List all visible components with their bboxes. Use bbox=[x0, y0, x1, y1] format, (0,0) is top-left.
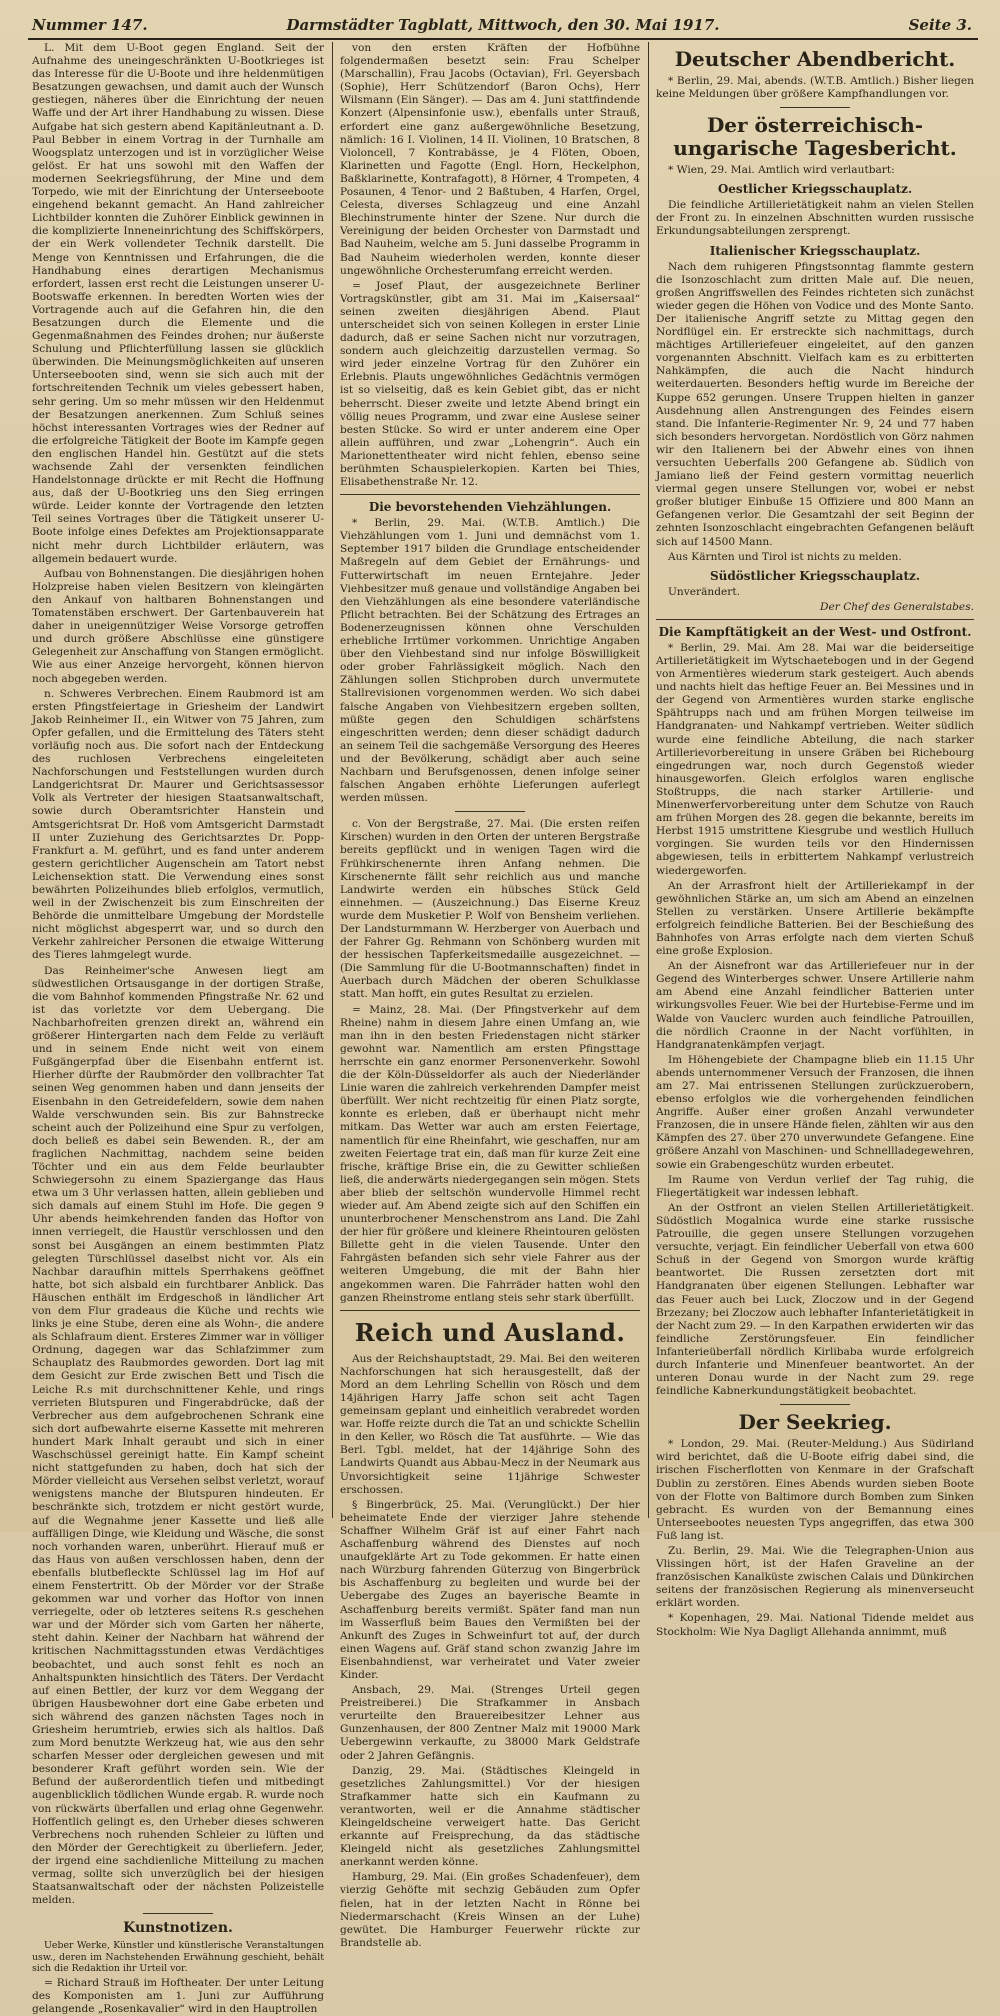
column-2 bbox=[340, 42, 640, 1949]
article-suedoestlich: Unverändert. bbox=[668, 585, 740, 598]
divider bbox=[340, 1310, 640, 1311]
article-u-boot: L. Mit dem U-Boot gegen England. Seit der Aufnahme des uneingeschränkten U-Bootkrieges ist das Interesse für die U-Boote und ihre heldenmütigen Besatzungen gewachsen, und damit auch der Wunsch gestiegen, näheres über die Einrichtung der neuen Waffe und der Art ihrer Handhabung zu wissen. Diese Aufgabe hat sich gestern abend Kapitänleutnant a. D. Paul Bebber in einem Vortrag in der Turnhalle am Woogsplatz unterzogen und ist in vorzüglicher Weise gelöst. Er hat uns sowohl mit den Waffen der modernen Seekriegsführung, der Mine und dem Torpedo, wie mit der Einrichtung der Unterseeboote eingehend bekannt gemacht. An Hand zahlreicher Lichtbilder konnten die Zuhörer Einblick gewinnen in die komplizierte Inneneinrichtung des Schiffskörpers, der ein Werk vollendeter Technik darstellt. Die Menge von Kenntnissen und Erfahrungen, die die Handhabung eines derartigen Mechanismus erfordert, lassen erst recht die Leistungen unserer U-Bootswaffe erkennen. In beredten Worten wies der Vortragende auch auf die Gefahren hin, die den Besatzungen durch die Elemente und die Gegenmaßnahmen des Feindes drohen; nur äußerste Schulung und Pflichterfüllung lassen sie glücklich überwinden. Die Meinungsmöglichkeiten auf unseren Unterseebooten sind, wenn sie sich auch mit der fortschreitenden Technik um vieles gebessert haben, sehr gering. Um so mehr müssen wir den Heldenmut der Besatzungen anerkennen. Zum Schluß seines höchst interessanten Vortrages wies der Redner auf die erfolgreiche Tätigkeit der Boote im Kampfe gegen den englischen Handel hin. Gestützt auf die stets wachsende Zahl der versenkten feindlichen Handelstonnage drückte er mit Recht die Hoffnung aus, daß der U-Bootkrieg uns den Sieg erringen würde. Leider konnte der Vortragende den letzten Teil seines Vortrages über die Tätigkeit unserer U-Boote infolge eines Defektes am Projektionsapparate nicht mehr durch Lichtbilder erläutern, was allgemein bedauert wurde. bbox=[32, 42, 324, 565]
subheading-oestlich: Oestlicher Kriegsschauplatz. bbox=[717, 182, 913, 197]
heading-seekrieg: Der Seekrieg. bbox=[738, 1410, 892, 1435]
article-bingerbrueck: § Bingerbrück, 25. Mai. (Verunglückt.) Der hier beheimatete Ende der vierziger Jahre stehende Schaffner Wilhelm Gräf ist auf einer Fahrt nach Aschaffenburg während des Dienstes auf noch unaufgeklärte Art zu Tode gekommen. Er hatte einen nach Würzburg fahrenden Güterzug von Bingerbrück bis Aschaffenburg zu begleiten und wurde bei der Uebergabe des Zuges an bayerische Beamte in Aschaffenburg bereits vermißt. Später fand man nun im Wasserfluß beim Baues den Vermißten bei der Ankunft des Zuges in Schweinfurt tot auf, der durch einen Wagens auf. Gräf stand schon zwanzig Jahre im Eisenbahndienst, war verheiratet und Vater zweier Kinder. bbox=[340, 1498, 640, 1681]
article-mainz: = Mainz, 28. Mai. (Der Pfingstverkehr auf dem Rheine) nahm in diesem Jahre einen Umfang an, wie man ihn in den besten Friedenstagen nicht stärker gewohnt war. Namentlich am ersten Pfingsttage herrschte ein ganz enormer Personenverkehr. Sowohl die der Köln-Düsseldorfer als auch der Niederländer Linie waren die zahlreich verkehrenden Dampfer meist überfüllt. Wer nicht rechtzeitig für einen Platz sorgte, konnte es erleben, daß er überhaupt nicht mehr mitkam. Das Wetter war auch am ersten Feiertage, namentlich für eine Rheinfahrt, wie geschaffen, nur am zweiten Feiertage trat ein, daß man für kurze Zeit eine frische, kräftige Brise ein, die zu Gewitter schließen ließ, die anderwärts niedergegangen sein mögen. Stets aber blieb der seltschön wundervolle Himmel recht wieder auf. Am Abend zeigte sich auf den Schiffen ein ununterbrochener Menschenstrom ans Land. Die Zahl der hier für größere und kleinere Rheintouren gelösten Billette geht in die vielen Tausende. Unter den Fahrgästen befanden sich sehr viele Fahrer aus der weiteren Umgebung, die mit der Bahn hier angekommen waren. Die Fahrräder hatten wohl den ganzen Rheinstrome entlang steis sehr stark überfüllt. bbox=[340, 1003, 640, 1304]
heading-oesterreich-bericht: Der österreichisch-ungarische Tagesbericht. bbox=[673, 113, 957, 161]
article-danzig: Danzig, 29. Mai. (Städtisches Kleingeld in gesetzliches Zahlungsmittel.) Vor der hiesigen Strafkammer hatte sich ein Kaufmann zu verantworten, weil er die Annahme städtischer Kleingeldscheine verweigert hatte. Das Gericht erkannte auf Freisprechung, da das städtische Kleingeld nicht als gesetzliches Zahlungsmittel anerkannt werden könne. bbox=[340, 1764, 640, 1869]
issue-number: Nummer 147. bbox=[32, 16, 148, 34]
subheading-italienisch: Italienischer Kriegsschauplatz. bbox=[709, 243, 921, 258]
divider bbox=[455, 811, 525, 812]
article-strauss: = Richard Strauß im Hoftheater. Der unter Leitung des Komponisten am 1. Juni zur Aufführung gelangende „Rosenkavalier“ wird in den Hauptrollen bbox=[32, 1976, 324, 2015]
divider bbox=[656, 619, 974, 620]
article-ansbach: Ansbach, 29. Mai. (Strenges Urteil gegen Preistreiberei.) Die Strafkammer in Ansbach verurteilte den Brauereibesitzer Lehner aus Gunzenhausen, der 800 Zentner Malz mit 19000 Mark Uebergewinn verkaufte, zu 38000 Mark Geldstrafe oder 2 Jahren Gefängnis. bbox=[340, 1684, 640, 1762]
article-kopenhagen: * Kopenhagen, 29. Mai. National Tidende meldet aus Stockholm: Wie Nya Dagligt Allehanda annimmt, muß bbox=[656, 1612, 974, 1638]
heading-abendbericht: Deutscher Abendbericht. bbox=[674, 47, 956, 71]
article-aisne: An der Aisnefront war das Artilleriefeuer nur in der Gegend des Winterberges schwer. Unsere Artillerie nahm am Abend eine Anzahl feindlicher Batterien unter wirkungsvolles Feuer. Wie bei der Hurtebise-Ferme und im Walde von Vauclerc wurden auch feindliche Patrouillen, die nördlich Craonne in der Nacht vorfühlten, in Handgranatenkämpfen verjagt. bbox=[656, 960, 974, 1051]
subheading-suedoestlich: Südöstlicher Kriegsschauplatz. bbox=[709, 568, 920, 583]
column-rule-1 bbox=[332, 42, 333, 1518]
column-rule-2 bbox=[648, 42, 649, 1518]
divider bbox=[780, 107, 850, 108]
kunst-disclaimer: Ueber Werke, Künstler und künstlerische Veranstaltungen usw., deren im Nachstehenden Erwähnung geschieht, behält sich die Redaktion ihr Urteil vor. bbox=[32, 1940, 324, 1975]
article-oestlich: Die feindliche Artillerietätigkeit nahm an vielen Stellen der Front zu. In einzelnen Abschnitten wurden russische Erkundungsabteilungen zersprengt. bbox=[656, 199, 974, 238]
article-bohnenstangen: Aufbau von Bohnenstangen. Die diesjährigen hohen Holzpreise haben vielen Besitzern von kleingärten den Ankauf von haltbaren Bohnenstangen und Tomatenstäben erschwert. Der Gartenbauverein hat daher in uneigennütziger Weise Vorsorge getroffen und durch größere Abschlüsse eine günstigere Gelegenheit zur Anschaffung von Stangen ermöglicht. Wie aus einer Anzeige hervorgeht, können hiervon noch abgegeben werden. bbox=[32, 567, 324, 685]
article-verdun: Im Raume von Verdun verlief der Tag ruhig, die Fliegertätigkeit war indessen lebhaft. bbox=[656, 1173, 974, 1199]
article-london: * London, 29. Mai. (Reuter-Meldung.) Aus Südirland wird berichtet, daß die U-Boote eifrig dabei sind, die irischen Fischerflotten von Kenmare in der Grafschaft Dublin zu zerstören. Eines Abends wurden sieben Boote von der Flotte von Baltimore durch Bomben zum Sinken gebracht. Es wurden von der Bemannung eines Unterseebootes neuesten Typs angegriffen, das etwa 300 Fuß lang ist. bbox=[656, 1438, 974, 1542]
article-wien: * Wien, 29. Mai. Amtlich wird verlautbart: bbox=[668, 164, 895, 177]
heading-kunstnotizen: Kunstnotizen. bbox=[123, 1920, 233, 1937]
newspaper-title: Darmstädter Tagblatt, Mittwoch, den 30. Mai 1917. bbox=[286, 16, 720, 34]
article-hamburg: Hamburg, 29. Mai. (Ein großes Schadenfeuer), dem vierzig Gehöfte mit sechzig Gebäuden zum Opfer fielen, hat in der letzten Nacht in Rönne bei Niedermarschacht (Kreis Winsen an der Luhe) gewütet. Die Hamburger Feuerwehr rückte zur Brandstelle ab. bbox=[340, 1871, 640, 1949]
article-champagne: Im Höhengebiete der Champagne blieb ein 11.15 Uhr abends unternommener Versuch der Franzosen, die ihnen am 27. Mai entrissenen Stellungen zurückzuerobern, ebenso erfolglos wie die vorhergehenden feindlichen Angriffe. Außer einer großen Anzahl verwundeter Franzosen, die in unsere Hände fielen, zählten wir aus den Kämpfen des 27. über 270 unverwundete Gefangene. Eine größere Anzahl von Maschinen- und Schnellladegewehren, sowie ein Grabengeschütz wurden erbeutet. bbox=[656, 1053, 974, 1171]
article-ostfront: An der Ostfront an vielen Stellen Artillerietätigkeit. Südöstlich Mogalnica wurde eine starke russische Patrouille, die gegen unsere Stellungen vorzugehen versuchte, verjagt. Ein feindlicher Ueberfall von etwa 600 Schuß in der Gegend von Smorgon wurde kräftig beantwortet. Die Russen zersetzten dort mit Handgranaten über eigenen Stellungen. Lebhafter war das Feuer auch bei Luck, Zloczow und in der Gegend Brzezany; bei Zloczow auch lebhafter Infanterietätigkeit in der Nacht zum 29. — In den Karpathen erwiderten wir das feindliche Zerstörungsfeuer. Ein feindlicher Infanterieüberfall nördlich Kirlibaba wurde erfolgreich durch Infanterie und Minenfeuer beantwortet. An der unteren Donau wurde in der Nacht zum 29. rege feindliche Kabnerkundungstätigkeit beobachtet. bbox=[656, 1201, 974, 1398]
signature: Der Chef des Generalstabes. bbox=[820, 600, 974, 613]
article-arras: An der Arrasfront hielt der Artilleriekampf in der gewöhnlichen Stärke an, um sich am Abend an einzelnen Stellen zu verstärken. Unsere Artillerie bekämpfte erfolgreich feindliche Batterien. Bei der Beschießung des Bahnhofes von Arras erfolgte nach dem vierten Schuß eine große Explosion. bbox=[656, 879, 974, 958]
article-abendbericht: * Berlin, 29. Mai, abends. (W.T.B. Amtlich.) Bisher liegen keine Meldungen über größere Kampfhandlungen vor. bbox=[656, 75, 974, 101]
column-3 bbox=[656, 42, 974, 1638]
article-verbrechen: n. Schweres Verbrechen. Einem Raubmord ist am ersten Pfingstfeiertage in Griesheim der Landwirt Jakob Reinheimer II., ein Witwer von 75 Jahren, zum Opfer gefallen, und die Ermittelung des Täters steht vorläufig noch aus. Die sofort nach der Entdeckung des ruchlosen Verbrechens eingeleiteten Nachforschungen und Feststellungen wurden durch Landgerichtsrat Dr. Maurer und Gerichtsassessor Volk als Vertreter der hiesigen Staatsanwaltschaft, sowie durch Oberamtsrichter Hanstein und Amtsgerichtsrat Dr. Hoß vom Amtsgericht Darmstadt II unter Zuziehung des Gerichtsarztes Dr. Popp-Frankfurt a. M. geführt, und es fand unter anderem gestern gerichtlicher Augenschein am Tatort nebst Leichensektion statt. Die Verwendung eines sonst bewährten Polizeihundes blieb erfolglos, vermutlich, weil in der Zwischenzeit bis zum Einschreiten der Behörde die unmittelbare Umgebung der Mordstelle nicht möglichst abgesperrt war, und so durch den Verkehr zahlreicher Personen die etwaige Witterung des Tieres lahmgelegt wurde. bbox=[32, 687, 324, 962]
article-vlissingen: Zu. Berlin, 29. Mai. Wie die Telegraphen-Union aus Vlissingen hört, ist der Hafen Graveline an der französischen Kanalküste zwischen Calais und Dünkirchen seitens der französischen Regierung als minenverseucht erklärt worden. bbox=[656, 1545, 974, 1610]
article-kaernten: Aus Kärnten und Tirol ist nichts zu melden. bbox=[668, 550, 902, 563]
masthead bbox=[28, 6, 978, 40]
article-viehzaehlungen: * Berlin, 29. Mai. (W.T.B. Amtlich.) Die Viehzählungen vom 1. Juni und demnächst vom 1. September 1917 bilden die Grundlage entscheidender Maßregeln auf dem Gebiet der Ernährungs- und Futterwirtschaft im neuen Erntejahre. Jeder Viehbesitzer muß genaue und vollständige Angaben bei den Viehzählungen als eine besondere vaterländische Pflicht betrachten. Bei der Schätzung des Ertrages an Bodenerzeugnissen können ohne Verschulden erhebliche Irrtümer vorkommen. Unrichtige Angaben über den Viehbestand sind nur infolge Böswilligkeit oder grober Fahrlässigkeit möglich. Nach den Zählungen sollen Stichproben durch unvermutete Stallrevisionen vorgenommen werden. Wo sich dabei falsche Angaben von Viehbesitzern ergeben sollten, müßte gegen den Schuldigen schärfstens eingeschritten werden; denn dieser schädigt dadurch an seinem Teil die sachgemäße Versorgung des Heeres und der Bevölkerung, schädigt aber auch seine Nachbarn und Berufsgenossen, denen infolge seiner falschen Angaben erhöhte Lieferungen auferlegt werden müssen. bbox=[340, 517, 640, 805]
column-1 bbox=[32, 42, 324, 2015]
divider bbox=[340, 494, 640, 495]
article-bergstrasse: c. Von der Bergstraße, 27. Mai. (Die ersten reifen Kirschen) wurden in den Orten der unteren Bergstraße bereits gepflückt und in wenigen Tagen wird die Frühkirschenernte ihren Anfang nehmen. Die Kirschenernte fällt sehr reichlich aus und manche Landwirte werden ein hübsches Stück Geld einnehmen. — (Auszeichnung.) Das Eiserne Kreuz wurde dem Musketier P. Wolf von Bensheim verliehen. Der Landsturmmann W. Herzberger von Auerbach und der Fahrer Gg. Rehmann von Schönberg wurden mit der hessischen Tapferkeitsmedaille ausgezeichnet. — (Die Sammlung für die U-Bootmannschaften) findet in Auerbach durch Mädchen der oberen Schulklasse statt. Man hofft, ein gutes Resultat zu erzielen. bbox=[340, 818, 640, 1001]
page-number: Seite 3. bbox=[908, 16, 972, 34]
article-strauss-cont: von den ersten Kräften der Hofbühne folgendermaßen besetzt sein: Frau Schelper (Marschallin), Frau Jacobs (Octavian), Frl. Geyersbach (Sophie), Herr Schützendorf (Baron Ochs), Herr Wilsmann (Ein Sänger). — Das am 4. Juni stattfindende Konzert (Alpensinfonie usw.), ebenfalls unter Strauß, erfordert eine ganz außergewöhnliche Besetzung, nämlich: 16 I. Violinen, 14 II. Violinen, 10 Bratschen, 8 Violoncell, 7 Kontrabässe, je 4 Flöten, Oboen, Klarinetten und Fagotte (Engl. Horn, Heckelphon, Baßklarinette, Kontrafagott), 8 Hörner, 4 Trompeten, 4 Posaunen, 4 Tenor- und 2 Baßtuben, 4 Harfen, Orgel, Celesta, diverses Schlagzeug und eine Anzahl Blechinstrumente hinter der Szene. Nur durch die Vereinigung der beiden Orchester von Darmstadt und Bad Nauheim, welche am 5. Juni dasselbe Programm in Bad Nauheim wiederholen werden, konnte dieser ungewöhnliche Orchesterumfang erreicht werden. bbox=[340, 42, 640, 277]
heading-reich-und-ausland: Reich und Ausland. bbox=[354, 1317, 626, 1347]
article-italienisch: Nach dem ruhigeren Pfingstsonntag flammte gestern die Isonzoschlacht zum dritten Male auf. Die neuen, großen Angriffswellen des Feindes richteten sich zunächst wieder gegen die Höhen von Vodice und des Monte Santo. Der italienische Angriff setzte zu Mittag gegen den Nordflügel ein. Er erstreckte sich nachmittags, durch mächtiges Artilleriefeuer eingeleitet, auf den ganzen vorgenannten Abschnitt. Vielfach kam es zu erbitterten Nahkämpfen, die auch die Nacht hindurch weiterdauerten. Besonders heftig wurde im Bereiche der Kuppe 652 gerungen. Unsere Truppen hielten in ganzer Ausdehnung allen Anstrengungen des Feindes eisern stand. Die Infanterie-Regimenter Nr. 9, 24 und 77 haben sich besonders hervorgetan. Nordöstlich von Görz nahmen wir den Italienern bei der Abwehr eines von ihnen versuchten Ueberfalls 200 Gefangene ab. Südlich von Jamiano ließ der Feind gestern vormittag neuerlich viermal gegen unsere Stellungen vor, wobei er nebst großer blutiger Einbuße 15 Offiziere und 800 Mann an Gefangenen verlor. Die Gesamtzahl der seit Beginn der zehnten Isonzoschlacht eingebrachten Gefangenen beläuft sich auf 14500 Mann. bbox=[656, 260, 974, 548]
article-reichshauptstadt: Aus der Reichshauptstadt, 29. Mai. Bei den weiteren Nachforschungen hat sich herausgestellt, daß der Mord an dem Lehrling Schellin von Rösch und dem 14jährigen Harry Jaffe schon seit acht Tagen gemeinsam geplant und einheitlich verabredet worden war. Hoffe reizte durch die Tat an und schickte Schellin in den Keller, wo Rösch die Tat ausführte. — Wie das Berl. Tgbl. meldet, hat der 14jährige Sohn des Landwirts Quandt aus Abbau-Mecz in der Neumark aus Unvorsichtigkeit seine 11jährige Schwester erschossen. bbox=[340, 1352, 640, 1496]
heading-kampftaetigkeit: Die Kampftätigkeit an der West- und Ostfront. bbox=[658, 624, 972, 639]
article-plaut: = Josef Plaut, der ausgezeichnete Berliner Vortragskünstler, gibt am 31. Mai im „Kaisersaal“ seinen zweiten diesjährigen Abend. Plaut unterscheidet sich von seinen Kollegen in erster Linie dadurch, daß er seine Sachen nicht nur vorzutragen, sondern auch gleichzeitig darzustellen vermag. So wird jeder einzelne Vortrag für den Zuhörer ein Erlebnis. Plauts ungewöhnliches Gedächtnis vermögen ist so vielseitig, daß es kein Gebiet gibt, das er nicht beherrscht. Dieser zweite und letzte Abend bringt ein völlig neues Programm, und zwar eine Auslese seiner besten Stücke. So wird er unter anderem eine Oper allein aufführen, und zwar „Lohengrin“. Auch ein Marionettentheater wird nicht fehlen, ebenso seine berühmten Schauspielerkopien. Karten bei Thies, Elisabethenstraße Nr. 12. bbox=[340, 279, 640, 489]
divider bbox=[143, 1913, 213, 1914]
article-westfront: * Berlin, 29. Mai. Am 28. Mai war die beiderseitige Artillerietätigkeit im Wytschaetebogen und in der Gegend von Armentières wiederum stark gesteigert. Auch abends und nachts hielt das heftige Feuer an. Bei Messines und in der Gegend von Armentières wurden starke englische Spähtrupps nach und am frühen Morgen teilweise im Handgranaten- und Nahkampf vertrieben. Weiter südlich wurde eine feindliche Abteilung, die nach starker Artillerievorbereitung in unsere Gräben bei Richebourg eingedrungen war, noch durch Gegenstoß wieder hinausgeworfen. Gleich erfolglos waren englische Stoßtrupps, die nach starker Artillerie- und Minenwerfervorbereitung unter dem Schutze von Rauch am frühen Morgen des 28. gegen die bekannte, bereits im Herbst 1915 umstrittene Kiesgrube und westlich Hulluch vorgingen. Sie wurden teils vor den Hindernissen abgewiesen, teils in erbittertem Nahkampf verlustreich wiedergeworfen. bbox=[656, 641, 974, 877]
heading-viehzaehlungen: Die bevorstehenden Viehzählungen. bbox=[368, 500, 612, 515]
divider bbox=[780, 1404, 850, 1405]
article-verbrechen-cont: Das Reinheimer'sche Anwesen liegt am südwestlichen Ortsausgange in der dortigen Straße, die vom Bahnhof kommenden Pfingstraße Nr. 62 und ist das vorletzte vor dem Uebergang. Die Nachbarhofreiten grenzen direkt an, während ein größerer Hintergarten nach dem Felde zu verläuft und in seinem Ende nicht weit von einem Fußgängerpfad über die Eisenbahn entfernt ist. Hierher dürfte der Raubmörder den vollbrachter Tat seinen Weg genommen haben und dann jenseits der Eisenbahn in den Getreidefeldern, sowie dem nahen Walde verschwunden sein. Bis zur Bahnstrecke scheint auch der Polizeihund eine Spur zu verfolgen, doch beließ es dabei sein Bewenden. R., der am fraglichen Nachmittag, nachdem seine beiden Töchter und ein aus dem Felde beurlaubter Schwiegersohn zu einem Spaziergange das Haus etwa um 3 Uhr verlassen hatten, allein geblieben und sich damals auf einem Stuhl im Hofe. Die gegen 9 Uhr abends heimkehrenden fanden das Hoftor von innen verriegelt, die Haustür verschlossen und den sonst bei Ausgängen an einem bestimmten Platz gelegten Türschlüssel daselbst nicht vor. Als ein Nachbar daraufhin mittels Sperrhakens geöffnet hatte, bot sich alsbald ein furchtbarer Anblick. Das Häuschen enthält im Erdgeschoß in ländlicher Art von dem Flur gradeaus die Küche und rechts wie links je eine Stube, deren eine als Wohn-, die andere als Schlafraum dient. Ersteres Zimmer war in völliger Ordnung, dagegen war das Schlafzimmer zum Schauplatz des Raubmordes geworden. Dort lag mit dem Gesicht zur Erde zwischen Bett und Tisch die Leiche R.s mit durchschnittener Kehle, und rings verrieten Blutspuren und Fingerabdrücke, daß der Verbrecher aus dem aufgebrochenen Schrank eine sich dort aufbewahrte eiserne Kassette mit mehreren hundert Mark Inhalt geraubt und sich in einer Waschschüssel gereinigt hatte. Ein Kampf scheint nicht stattgefunden zu haben, doch hat sich der Mörder vielleicht aus Versehen selbst verletzt, worauf wenigstens manche der Blutspuren hindeuten. Er beschränkte sich, trotzdem er nicht gestört wurde, auf die Wegnahme jener Kassette und ließ alle auffälligen Dinge, wie Kleidung und Wäsche, die sonst noch vorhanden waren, unberührt. Hierauf muß er das Haus von außen verschlossen haben, denn der ebenfalls blutbefleckte Schlüssel lag im Hof auf einem Fenstertritt. Ob der Mörder vor der Straße gekommen war und vorher das Hoftor von innen verriegelte, oder ob letzteres seitens R.s geschehen war und der Mörder sich vom Garten her näherte, steht dahin. Keiner der Nachbarn hat während der kritischen Nachmittagsstunden etwas Verdächtiges beobachtet, und auch sonst fehlt es noch an Anhaltspunkten hinsichtlich des Täters. Der Verdacht auf einen Bettler, der kurz vor dem Weggang der übrigen Hausbewohner dort eine Gabe erbeten und sich während des ganzen nächsten Tages noch in Griesheim herumtrieb, erwies sich als haltlos. Daß zum Mord benutzte Werkzeug hat, wie aus den sehr scharfen Messer oder dergleichen gewesen und mit besonderer Kraft geführt worden sein. Wie der Befund der außerordentlich tiefen und mitbedingt augenblicklich tödlichen Wunde ergab. R. wurde noch von rückwärts überfallen und erlag ohne Gegenwehr. Hoffentlich gelingt es, den Urheber dieses schweren Verbrechens noch ruhenden Schleier zu lüften und den Mörder der Gerechtigkeit zu überliefern. Jeder, der irgend eine sachdienliche Mitteilung zu machen vermag, sollte sich unverzüglich bei der hiesigen Staatsanwaltschaft oder der nächsten Polizeistelle melden. bbox=[32, 964, 324, 1907]
